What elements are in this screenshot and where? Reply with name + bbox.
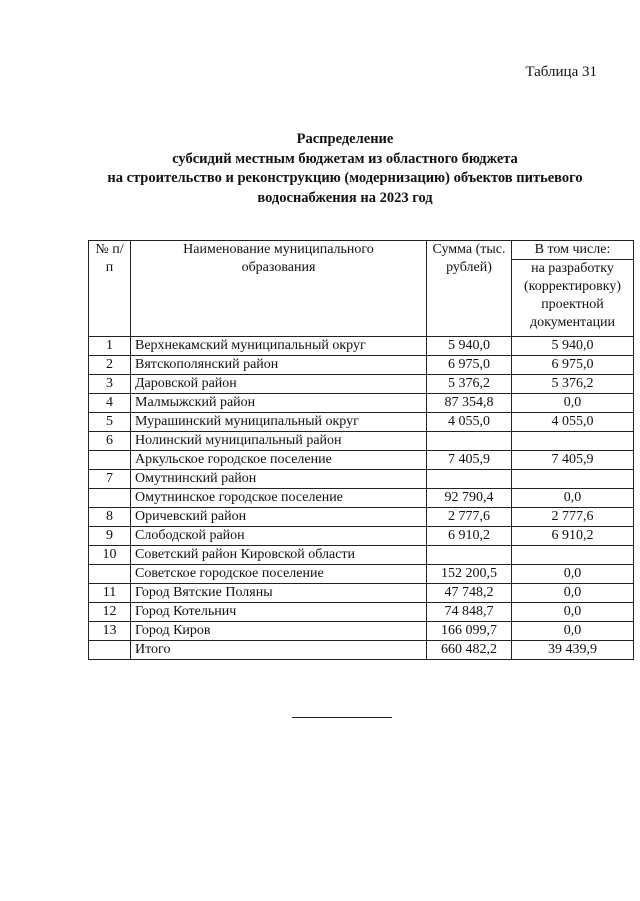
table-row xyxy=(89,508,634,527)
row-name-cell: Город Котельнич xyxy=(131,603,427,622)
row-including-cell: 0,0 xyxy=(512,603,634,622)
heading-line-1: Распределение xyxy=(296,131,394,147)
row-num-cell: 7 xyxy=(89,470,131,489)
row-sum-cell: 152 200,5 xyxy=(427,565,512,584)
table-row xyxy=(89,489,634,508)
table-number-label: Таблица 31 xyxy=(525,64,597,80)
row-num-cell: 2 xyxy=(89,356,131,375)
row-including-cell: 0,0 xyxy=(512,565,634,584)
row-num-cell: 10 xyxy=(89,546,131,565)
table-row xyxy=(89,546,634,565)
row-name-cell: Даровской район xyxy=(131,375,427,394)
row-including-cell: 0,0 xyxy=(512,622,634,641)
row-sum-cell: 6 975,0 xyxy=(427,356,512,375)
table-row xyxy=(89,451,634,470)
table-row xyxy=(89,527,634,546)
row-num-cell xyxy=(89,565,131,584)
header-num: № п/п xyxy=(89,241,131,337)
row-name-cell: Оричевский район xyxy=(131,508,427,527)
row-name-cell: Город Вятские Поляны xyxy=(131,584,427,603)
row-num-cell: 1 xyxy=(89,337,131,356)
header-including-design: на разработку (корректировку) проектной документации xyxy=(512,260,634,337)
table-row xyxy=(89,375,634,394)
row-name-cell: Аркульское городское поселение xyxy=(131,451,427,470)
row-name-cell: Нолинский муниципальный район xyxy=(131,432,427,451)
header-row-1 xyxy=(89,241,634,260)
row-name-cell: Омутнинский район xyxy=(131,470,427,489)
row-sum-cell xyxy=(427,470,512,489)
row-num-cell: 8 xyxy=(89,508,131,527)
closing-rule xyxy=(292,717,392,718)
row-name-cell: Мурашинский муниципальный округ xyxy=(131,413,427,432)
row-including-cell: 6 975,0 xyxy=(512,356,634,375)
row-num-cell: 6 xyxy=(89,432,131,451)
heading-line-3: на строительство и реконструкцию (модернизацию) объектов питьевого xyxy=(107,170,583,186)
row-including-cell: 2 777,6 xyxy=(512,508,634,527)
row-sum-cell: 2 777,6 xyxy=(427,508,512,527)
table-row xyxy=(89,584,634,603)
row-sum-cell: 47 748,2 xyxy=(427,584,512,603)
row-name-cell: Советский район Кировской области xyxy=(131,546,427,565)
table-row xyxy=(89,337,634,356)
row-sum-cell xyxy=(427,546,512,565)
heading-line-4: водоснабжения на 2023 год xyxy=(257,189,433,206)
row-num-cell xyxy=(89,641,131,660)
row-including-cell: 5 376,2 xyxy=(512,375,634,394)
row-name-cell: Советское городское поселение xyxy=(131,565,427,584)
document-heading xyxy=(80,130,610,208)
header-including: В том числе: xyxy=(512,241,634,260)
row-name-cell: Омутнинское городское поселение xyxy=(131,489,427,508)
header-sum: Сумма (тыс. рублей) xyxy=(427,241,512,337)
table-row xyxy=(89,432,634,451)
row-sum-cell: 5 376,2 xyxy=(427,375,512,394)
row-including-cell: 0,0 xyxy=(512,394,634,413)
row-sum-cell: 660 482,2 xyxy=(427,641,512,660)
row-sum-cell: 5 940,0 xyxy=(427,337,512,356)
row-name-cell: Вятскополянский район xyxy=(131,356,427,375)
row-num-cell: 9 xyxy=(89,527,131,546)
row-name-cell: Итого xyxy=(131,641,427,660)
table-body xyxy=(89,337,634,660)
table-row xyxy=(89,603,634,622)
row-num-cell xyxy=(89,451,131,470)
row-num-cell: 11 xyxy=(89,584,131,603)
row-including-cell: 0,0 xyxy=(512,584,634,603)
row-num-cell: 4 xyxy=(89,394,131,413)
table-row xyxy=(89,356,634,375)
row-sum-cell: 74 848,7 xyxy=(427,603,512,622)
row-sum-cell: 166 099,7 xyxy=(427,622,512,641)
row-including-cell: 7 405,9 xyxy=(512,451,634,470)
row-name-cell: Верхнекамский муниципальный округ xyxy=(131,337,427,356)
subsidy-table xyxy=(88,240,634,660)
row-sum-cell: 7 405,9 xyxy=(427,451,512,470)
row-name-cell: Малмыжский район xyxy=(131,394,427,413)
row-including-cell xyxy=(512,432,634,451)
row-num-cell: 5 xyxy=(89,413,131,432)
row-including-cell: 0,0 xyxy=(512,489,634,508)
row-including-cell xyxy=(512,546,634,565)
row-sum-cell: 6 910,2 xyxy=(427,527,512,546)
row-sum-cell: 92 790,4 xyxy=(427,489,512,508)
row-including-cell: 5 940,0 xyxy=(512,337,634,356)
row-num-cell: 13 xyxy=(89,622,131,641)
table-row xyxy=(89,641,634,660)
table-row xyxy=(89,565,634,584)
row-name-cell: Слободской район xyxy=(131,527,427,546)
row-num-cell: 3 xyxy=(89,375,131,394)
row-sum-cell: 87 354,8 xyxy=(427,394,512,413)
row-including-cell: 39 439,9 xyxy=(512,641,634,660)
table-row xyxy=(89,394,634,413)
row-name-cell: Город Киров xyxy=(131,622,427,641)
table-row xyxy=(89,622,634,641)
row-including-cell xyxy=(512,470,634,489)
row-including-cell: 4 055,0 xyxy=(512,413,634,432)
row-sum-cell: 4 055,0 xyxy=(427,413,512,432)
table-row xyxy=(89,413,634,432)
header-name: Наименование муниципального образования xyxy=(131,241,427,337)
table-header xyxy=(89,241,634,337)
row-num-cell: 12 xyxy=(89,603,131,622)
row-sum-cell xyxy=(427,432,512,451)
heading-line-2: субсидий местным бюджетам из областного бюджета xyxy=(172,150,518,167)
table-row xyxy=(89,470,634,489)
row-num-cell xyxy=(89,489,131,508)
row-including-cell: 6 910,2 xyxy=(512,527,634,546)
